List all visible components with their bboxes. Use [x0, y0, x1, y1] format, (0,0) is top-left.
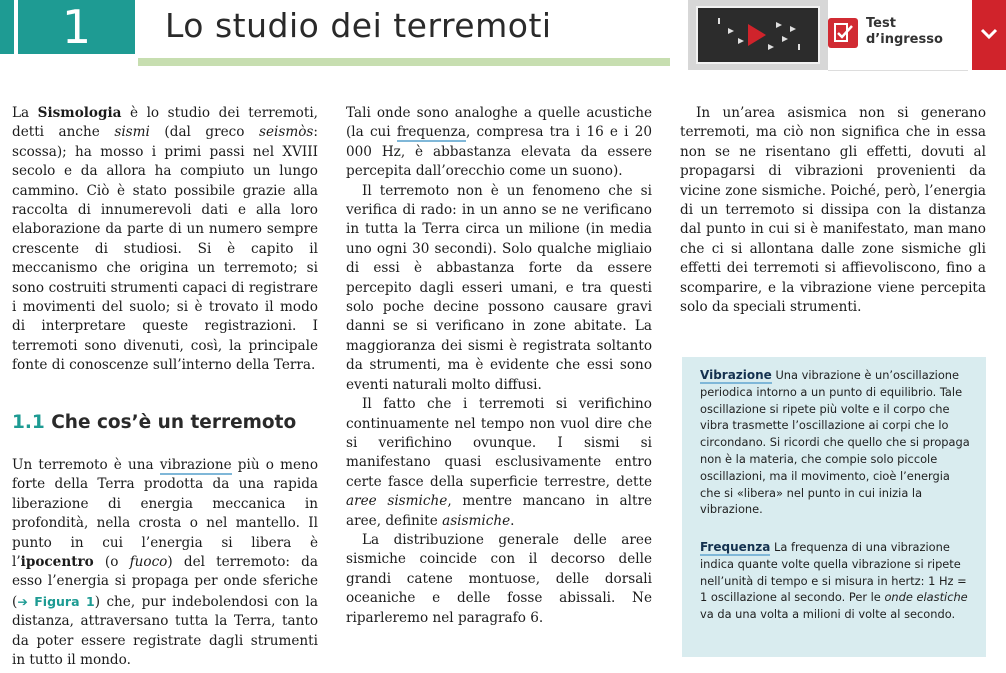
glossary-entry-frequenza: Frequenza La frequenza di una vibrazione indica quante volte quella vibrazione si ripete nell’unità di tempo e si misura in hertz: 1 Hz = 1 oscillazione al secondo. Per le onde elastiche va da una volta a milioni di volte al secondo. — [700, 540, 968, 622]
section-heading — [12, 412, 296, 433]
title-underline — [138, 58, 670, 66]
glossary-term: Frequenza — [700, 540, 771, 554]
page-title: Lo studio dei terremoti — [165, 6, 552, 45]
column-3-text: In un’area asismica non si generano terremoti, ma ciò non significa che in essa non se ne risentano gli effetti, dovuti al propagarsi di vibrazioni provenienti da vicine zone sismiche. Poiché, però, l’energia di un terremoto si dissipa con la distanza dal punto in cui si è manifestato, man mano che ci si allontana dalle zone sismiche gli effetti dei terremoti si affievoliscono, fino a scomparire, e la vibrazione viene percepita solo da speciali strumenti. — [680, 105, 986, 316]
entry-test-label: Test d’ingresso — [866, 16, 943, 47]
glossary-entry-vibrazione: Vibrazione Una vibrazione è un’oscillazione periodica intorno a un punto di equilibrio. Tale oscillazione si ripete più volte e il corpo che vibra trasmette l’oscillazione ai corpi che lo circondano. Si ricordi che quello che si propaga non è la materia, che compie solo piccole oscillazioni, ma il movimento, cioè l’energia che si «libera» nel punto in cui inizia la vibrazione. — [700, 368, 970, 517]
section-paragraph: Un terremoto è una vibrazione più o meno forte della Terra prodotta da una rapida liberazione di energia meccanica in profondità, nella crosta o nel mantello. Il punto in cui l’energia si libera è l’ipocentro (o fuoco) del terremoto: da esso l’energia si propaga per onde sferiche (➔ Figura 1) che, pur indebolendosi con la distanza, attraversano tutta la Terra, tanto da poter essere registrate dagli strumenti in tutto il mondo. — [12, 457, 318, 669]
chevron-down-icon — [972, 0, 1006, 70]
arrow-right-icon: ➔ — [17, 593, 28, 609]
glossary-box — [682, 357, 986, 657]
glossary-link-vibrazione[interactable]: vibrazione — [159, 457, 232, 473]
checklist-icon — [828, 18, 858, 48]
section-title: Che cos’è un terremoto — [51, 412, 297, 433]
video-thumbnail[interactable] — [688, 0, 829, 70]
glossary-term: Vibrazione — [700, 368, 772, 382]
play-icon — [698, 8, 818, 62]
term-sismologia: Sismologia — [37, 105, 122, 121]
video-frame — [696, 6, 820, 64]
section-number: 1.1 — [12, 412, 45, 433]
chapter-accent-bar — [0, 0, 14, 54]
chapter-number: 1 — [18, 0, 135, 54]
entry-test-button[interactable] — [828, 0, 968, 71]
column-2-text: Tali onde sono analoghe a quelle acustiche (la cui frequenza, compresa tra i 16 e i 20 000 Hz, è abbastanza elevata da essere percepita dall’orecchio come un suono). Il terremoto non è un fenomeno che si verifica di rado: in un anno se ne verificano in tutta la Terra circa un milione (in media uno ogni 30 secondi). Solo qualche migliaio di essi è abbastanza forte da essere percepito dagli esseri umani, e tra questi solo poche decine possono causare gravi danni se si verificano in zone abitate. La maggioranza dei sismi è registrata soltanto da strumenti, ma è evidente che essi sono eventi naturali molto diffusi. Il fatto che i terremoti si verifichino continuamente nel tempo non vuol dire che si verifichino ovunque. I sismi si manifestano quasi esclusivamente entro certe fasce della superficie terrestre, dette aree sismiche, mentre mancano in altre aree, definite asismiche. La distribuzione generale delle aree sismiche coincide con il decorso delle grandi catene montuose, delle dorsali oceaniche e delle fosse abissali. Ne riparleremo nel paragrafo 6. — [346, 105, 652, 626]
intro-paragraph: La Sismologia è lo studio dei terremoti, detti anche sismi (dal greco seismòs: scossa); ha mosso i primi passi nel XVIII secolo e da allora ha compiuto un lungo cammino. Ciò è stato possibile grazie alla raccolta di innumerevoli dati e alla loro elaborazione da parte di un numero sempre crescente di studiosi. Si è capito il meccanismo che origina un terremoto; si sono costruiti strumenti capaci di registrare i movimenti del suolo; si è trovato il modo di interpretare queste registrazioni. I terremoti sono divenuti, così, la principale fonte di conoscenze sull’interno della Terra. — [12, 105, 318, 374]
glossary-link-frequenza[interactable]: frequenza — [396, 124, 466, 141]
figure-link[interactable]: ➔ Figura 1 — [17, 593, 95, 609]
dropdown-tab[interactable] — [972, 0, 1006, 70]
